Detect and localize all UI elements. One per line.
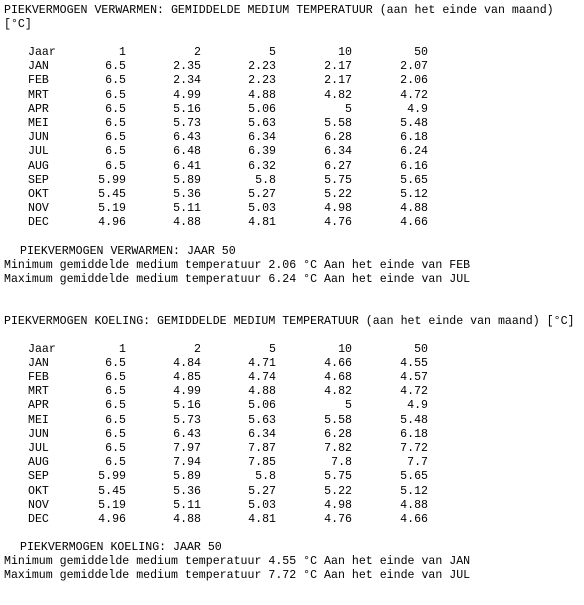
temperature-cell: 4.72 — [400, 385, 428, 399]
temperature-cell: 6.48 — [173, 145, 201, 159]
temperature-cell: 4.84 — [173, 356, 201, 370]
temperature-cell: 5.19 — [98, 498, 126, 512]
table-row — [28, 470, 428, 484]
month-label: JUN — [28, 131, 49, 145]
column-header-year: 10 — [338, 46, 352, 59]
report-output — [4, 4, 582, 583]
temperature-cell: 5 — [345, 399, 352, 413]
temperature-cell: 6.27 — [324, 159, 352, 173]
temperature-cell: 6.41 — [173, 159, 201, 173]
spacer — [4, 301, 582, 315]
table-row — [28, 399, 428, 413]
temperature-cell: 4.81 — [248, 513, 276, 527]
table-row — [28, 216, 428, 230]
temperature-cell: 7.94 — [173, 456, 201, 470]
temperature-cell: 4.68 — [324, 371, 352, 385]
temperature-cell: 2.17 — [324, 60, 352, 74]
table-row — [28, 385, 428, 399]
temperature-cell: 6.5 — [105, 88, 126, 102]
temperature-cell: 2.34 — [173, 74, 201, 88]
column-header-year-label: Jaar — [28, 342, 56, 356]
temperature-cell: 4.9 — [407, 399, 428, 413]
temperature-cell: 5.89 — [173, 470, 201, 484]
temperature-cell: 5.03 — [248, 498, 276, 512]
temperature-cell: 7.87 — [248, 442, 276, 456]
temperature-cell: 7.7 — [407, 456, 428, 470]
temperature-cell: 4.88 — [173, 513, 201, 527]
month-label: SEP — [28, 470, 49, 484]
cooling-section — [4, 315, 582, 584]
temperature-cell: 5.8 — [255, 173, 276, 187]
month-label: JUL — [28, 145, 49, 159]
month-label: DEC — [28, 513, 49, 527]
heating-section — [4, 4, 582, 287]
temperature-cell: 6.34 — [248, 131, 276, 145]
table-row — [28, 174, 428, 188]
column-header-year: 2 — [194, 46, 201, 59]
temperature-cell: 6.5 — [105, 371, 126, 385]
temperature-cell: 6.16 — [400, 159, 428, 173]
table-row — [28, 74, 428, 88]
temperature-cell: 5.11 — [173, 498, 201, 512]
temperature-cell: 2.23 — [248, 60, 276, 74]
temperature-cell: 5.63 — [248, 117, 276, 131]
temperature-cell: 5 — [345, 102, 352, 116]
table-row — [28, 456, 428, 470]
column-header-year: 50 — [414, 46, 428, 59]
temperature-cell: 4.88 — [400, 498, 428, 512]
temperature-cell: 5.12 — [400, 484, 428, 498]
cooling-temperature-table — [28, 343, 428, 528]
temperature-cell: 5.99 — [98, 173, 126, 187]
temperature-cell: 5.36 — [173, 484, 201, 498]
month-label: FEB — [28, 74, 49, 88]
table-row — [28, 428, 428, 442]
temperature-cell: 4.99 — [173, 88, 201, 102]
temperature-cell: 5.45 — [98, 188, 126, 202]
temperature-cell: 2.35 — [173, 60, 201, 74]
temperature-cell: 6.43 — [173, 427, 201, 441]
month-label: MEI — [28, 413, 49, 427]
temperature-cell: 6.34 — [248, 427, 276, 441]
column-header-year: 50 — [414, 342, 428, 356]
temperature-cell: 5.75 — [324, 173, 352, 187]
temperature-cell: 5.48 — [400, 117, 428, 131]
table-header-row — [28, 343, 428, 357]
temperature-cell: 6.5 — [105, 131, 126, 145]
temperature-cell: 6.34 — [324, 145, 352, 159]
temperature-cell: 4.88 — [248, 385, 276, 399]
column-header-year: 2 — [194, 342, 201, 356]
temperature-cell: 5.58 — [324, 117, 352, 131]
temperature-cell: 6.18 — [400, 131, 428, 145]
temperature-cell: 2.06 — [400, 74, 428, 88]
temperature-cell: 5.03 — [248, 202, 276, 216]
temperature-cell: 7.97 — [173, 442, 201, 456]
column-header-year: 1 — [119, 342, 126, 356]
heating-minimum-line: Minimum gemiddelde medium temperatuur 2.06 °C Aan het einde van FEB — [4, 258, 471, 272]
table-row — [28, 131, 428, 145]
table-row — [28, 145, 428, 159]
temperature-cell: 7.82 — [324, 442, 352, 456]
temperature-cell: 5.58 — [324, 413, 352, 427]
month-label: NOV — [28, 498, 49, 512]
temperature-cell: 4.88 — [400, 202, 428, 216]
temperature-cell: 5.22 — [324, 484, 352, 498]
heating-summary-title: PIEKVERMOGEN VERWARMEN: JAAR 50 — [20, 244, 236, 258]
spacer — [4, 287, 582, 301]
temperature-cell: 4.66 — [324, 356, 352, 370]
temperature-cell: 5.99 — [98, 470, 126, 484]
table-row — [28, 371, 428, 385]
temperature-cell: 6.5 — [105, 60, 126, 74]
temperature-cell: 4.82 — [324, 385, 352, 399]
temperature-cell: 7.72 — [400, 442, 428, 456]
temperature-cell: 5.22 — [324, 188, 352, 202]
table-row — [28, 103, 428, 117]
temperature-cell: 5.16 — [173, 102, 201, 116]
temperature-cell: 6.5 — [105, 427, 126, 441]
month-label: AUG — [28, 456, 49, 470]
month-label: OKT — [28, 484, 49, 498]
temperature-cell: 5.65 — [400, 470, 428, 484]
temperature-cell: 4.72 — [400, 88, 428, 102]
temperature-cell: 4.88 — [173, 216, 201, 230]
cooling-summary-title: PIEKVERMOGEN KOELING: JAAR 50 — [20, 541, 222, 555]
temperature-cell: 4.71 — [248, 356, 276, 370]
table-row — [28, 499, 428, 513]
temperature-cell: 7.85 — [248, 456, 276, 470]
month-label: APR — [28, 399, 49, 413]
table-header-row — [28, 46, 428, 60]
temperature-cell: 5.73 — [173, 117, 201, 131]
temperature-cell: 6.5 — [105, 356, 126, 370]
spacer — [4, 231, 582, 245]
month-label: NOV — [28, 202, 49, 216]
temperature-cell: 4.66 — [400, 513, 428, 527]
table-row — [28, 442, 428, 456]
month-label: JAN — [28, 356, 49, 370]
month-label: OKT — [28, 188, 49, 202]
column-header-year: 1 — [119, 46, 126, 59]
month-label: SEP — [28, 173, 49, 187]
month-label: AUG — [28, 159, 49, 173]
month-label: JUN — [28, 427, 49, 441]
table-row — [28, 89, 428, 103]
temperature-cell: 5.63 — [248, 413, 276, 427]
heating-maximum-line: Maximum gemiddelde medium temperatuur 6.24 °C Aan het einde van JUL — [4, 272, 471, 286]
temperature-cell: 4.88 — [248, 88, 276, 102]
temperature-cell: 6.5 — [105, 442, 126, 456]
temperature-cell: 4.74 — [248, 371, 276, 385]
temperature-cell: 4.57 — [400, 371, 428, 385]
table-row — [28, 160, 428, 174]
table-row — [28, 60, 428, 74]
temperature-cell: 2.07 — [400, 60, 428, 74]
temperature-cell: 6.18 — [400, 427, 428, 441]
column-header-year: 5 — [269, 342, 276, 356]
temperature-cell: 6.5 — [105, 385, 126, 399]
temperature-cell: 6.43 — [173, 131, 201, 145]
table-row — [28, 513, 428, 527]
temperature-cell: 5.36 — [173, 188, 201, 202]
table-row — [28, 485, 428, 499]
temperature-cell: 6.5 — [105, 456, 126, 470]
month-label: MRT — [28, 385, 49, 399]
temperature-cell: 6.5 — [105, 159, 126, 173]
temperature-cell: 4.98 — [324, 498, 352, 512]
temperature-cell: 6.24 — [400, 145, 428, 159]
cooling-heading-block — [4, 315, 582, 329]
temperature-cell: 4.96 — [98, 216, 126, 230]
table-row — [28, 188, 428, 202]
temperature-cell: 5.06 — [248, 399, 276, 413]
spacer — [4, 329, 582, 343]
heating-heading-block — [4, 4, 582, 32]
temperature-cell: 6.5 — [105, 74, 126, 88]
temperature-cell: 5.27 — [248, 188, 276, 202]
temperature-cell: 6.28 — [324, 427, 352, 441]
temperature-cell: 4.76 — [324, 513, 352, 527]
temperature-cell: 4.76 — [324, 216, 352, 230]
month-label: MEI — [28, 117, 49, 131]
temperature-cell: 6.32 — [248, 159, 276, 173]
temperature-cell: 6.5 — [105, 413, 126, 427]
column-header-year: 10 — [338, 342, 352, 356]
temperature-cell: 5.27 — [248, 484, 276, 498]
temperature-cell: 6.5 — [105, 102, 126, 116]
temperature-cell: 5.11 — [173, 202, 201, 216]
temperature-cell: 6.39 — [248, 145, 276, 159]
cooling-heading: PIEKVERMOGEN KOELING: GEMIDDELDE MEDIUM TEMPERATUUR (aan het einde van maand) [°C] — [4, 314, 575, 328]
temperature-cell: 6.28 — [324, 131, 352, 145]
month-label: DEC — [28, 216, 49, 230]
temperature-cell: 5.16 — [173, 399, 201, 413]
temperature-cell: 6.5 — [105, 399, 126, 413]
table-row — [28, 357, 428, 371]
temperature-cell: 4.9 — [407, 102, 428, 116]
month-label: MRT — [28, 88, 49, 102]
temperature-cell: 5.06 — [248, 102, 276, 116]
month-label: JUL — [28, 442, 49, 456]
column-header-year: 5 — [269, 46, 276, 59]
temperature-cell: 5.12 — [400, 188, 428, 202]
temperature-cell: 4.99 — [173, 385, 201, 399]
temperature-cell: 5.8 — [255, 470, 276, 484]
heating-temperature-table — [28, 46, 428, 231]
heating-heading: PIEKVERMOGEN VERWARMEN: GEMIDDELDE MEDIUM TEMPERATUUR (aan het einde van maand) [°C] — [4, 4, 554, 31]
cooling-maximum-line: Maximum gemiddelde medium temperatuur 7.72 °C Aan het einde van JUL — [4, 569, 471, 583]
temperature-cell: 4.81 — [248, 216, 276, 230]
temperature-cell: 5.73 — [173, 413, 201, 427]
temperature-cell: 7.8 — [331, 456, 352, 470]
temperature-cell: 4.96 — [98, 513, 126, 527]
temperature-cell: 5.45 — [98, 484, 126, 498]
temperature-cell: 5.48 — [400, 413, 428, 427]
month-label: FEB — [28, 371, 49, 385]
temperature-cell: 4.66 — [400, 216, 428, 230]
temperature-cell: 4.55 — [400, 356, 428, 370]
column-header-year-label: Jaar — [28, 46, 56, 59]
cooling-minimum-line: Minimum gemiddelde medium temperatuur 4.55 °C Aan het einde van JAN — [4, 555, 471, 569]
spacer — [4, 527, 582, 541]
temperature-cell: 2.23 — [248, 74, 276, 88]
temperature-cell: 5.89 — [173, 173, 201, 187]
table-row — [28, 202, 428, 216]
month-label: JAN — [28, 60, 49, 74]
temperature-cell: 5.65 — [400, 173, 428, 187]
temperature-cell: 4.82 — [324, 88, 352, 102]
temperature-cell: 4.85 — [173, 371, 201, 385]
spacer — [4, 32, 582, 46]
temperature-cell: 5.19 — [98, 202, 126, 216]
table-row — [28, 117, 428, 131]
temperature-cell: 2.17 — [324, 74, 352, 88]
temperature-cell: 4.98 — [324, 202, 352, 216]
month-label: APR — [28, 102, 49, 116]
temperature-cell: 6.5 — [105, 117, 126, 131]
temperature-cell: 6.5 — [105, 145, 126, 159]
table-row — [28, 414, 428, 428]
temperature-cell: 5.75 — [324, 470, 352, 484]
